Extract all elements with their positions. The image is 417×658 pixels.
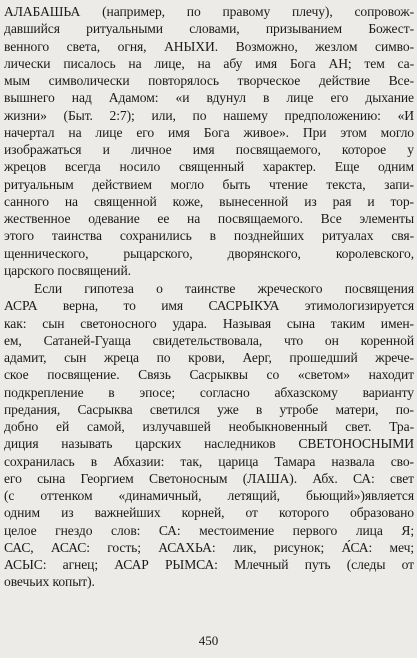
text-line: адамит, сын жреца по крови, Аерг, прошедший жрече- [4,350,414,365]
text-line: ское посвящение. Связь Сасрыквы со «светом» находит [4,367,414,383]
paragraph-1 [4,3,414,279]
text-line: овечьих копыт). [4,574,95,590]
text-line: целое гнездо слов: СА: местоимение первого лица Я; [4,522,414,538]
text-line: мым символически повторялось творческое действие Все- [4,73,414,88]
text-line: жественное одевание ее на посвящаемого. Все элементы [4,211,414,226]
text-line: САС, АСАС: гость; АСАХЬА: лик, рисунок; А́СА: меч; [4,539,414,555]
text-line: одним из важнейших корней, от которого образовано [4,505,414,521]
text-line: АЛАБАШЬА (например, по правому плечу), сопровож- [4,4,414,19]
text-line: изображаться и личное имя посвящаемого, которое у [4,142,414,157]
text-line: начертал на лице его имя Бога живое». При этом могло [4,124,414,140]
text-line: жрецов всегда носило священный характер. Еще одним [4,159,414,175]
text-line: диция называть царских наследников СВЕТОНОСНЫМИ [4,436,414,452]
text-line: Если гипотеза о таинстве жреческого посвящения [34,281,414,296]
text-line: АСРА верна, то имя САСРЫКУА этимологизируется [4,298,414,314]
text-line: как: сын светоносного удара. Называя сына таким имен- [4,315,414,331]
text-line: ем, Сатаней-Гуаща свидетельствовала, что он коренной [4,332,414,348]
text-line: подкрепление в эпосе; согласно абхазскому варианту [4,384,414,400]
page-number: 450 [198,633,219,648]
text-line: предания, Сасрыква светился уже в утробе матери, по- [4,401,414,417]
text-line: АСЫС: агнец; АСАР РЫМСА: Млечный путь (следы от [4,557,414,572]
text-line: санного на священной коже, вынесенной из рая и тор- [4,193,414,209]
text-line: царского посвящений. [4,262,131,278]
text-line: щеннического, рыцарского, дворянского, королевского, [4,245,414,261]
text-line: его сына Георгием Светоносным (ЛАША). Абх. СА: свет [4,470,414,486]
text-line: вышнего над Адамом: «и вдунул в лице его дыхание [4,90,414,106]
text-line: давшийся ритуальными словами, призыванием Божест- [4,21,414,37]
text-line: сохранилась в Абхазии: так, царица Тамара назвала сво- [4,453,414,469]
text-line: добно ей самой, излучавшей необыкновенный свет. Тра- [4,419,414,434]
text-line: жизни» (Быт. 2:7); или, по нашему предположению: «И [4,107,414,123]
text-line: этого таинства сохранились в позднейших ритуалах свя- [4,228,414,244]
text-line: лически писалось на лице, на абу имя Бога АН; тем са- [4,55,414,71]
text-line: венного света, огня, АНЫХИ. Возможно, жезлом симво- [4,38,414,54]
text-line: (с оттенком «динамичный, летящий, бьющий»)является [4,488,414,503]
paragraph-2 [4,280,414,591]
text-line: ритуальным действием могло быть чтение текста, запи- [4,176,414,192]
page-text [4,3,414,591]
